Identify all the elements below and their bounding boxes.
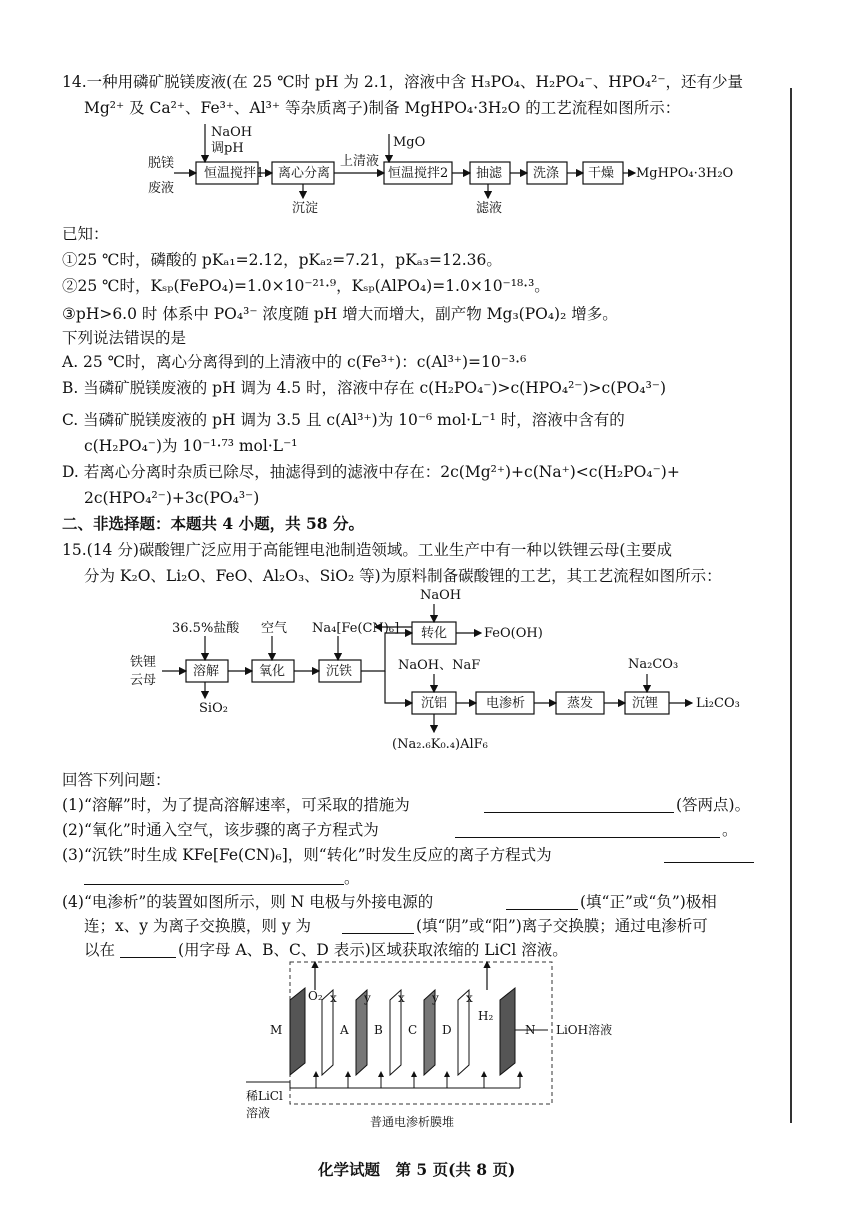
q14-filtrate: 滤液 — [476, 201, 503, 216]
q15-box3-label: 沉铁 — [326, 664, 353, 679]
q15-li2co3: Li₂CO₃ — [696, 696, 740, 711]
label-lioh: LiOH溶液 — [556, 1023, 613, 1037]
label-y2: y — [432, 991, 439, 1005]
q15-box5-label: 沉铝 — [421, 696, 448, 711]
label-region-d: D — [442, 1023, 452, 1037]
q15-sub2: (2)“氧化”时通入空气，该步骤的离子方程式为 — [62, 821, 379, 839]
q15-sub4-line2: 连；x、y 为离子交换膜，则 y 为 — [84, 917, 312, 935]
label-licl-1: 稀LiCl — [246, 1089, 283, 1103]
q14-line1: 14.一种用磷矿脱镁废液(在 25 ℃时 pH 为 2.1，溶液中含 H₃PO₄、H₂PO₄⁻、HPO₄²⁻，还有少量 — [62, 73, 744, 91]
q14-option-d-line1: D. 若离心分离时杂质已除尽，抽滤得到的滤液中存在：2c(Mg²⁺)+c(Na⁺)<c(H₂PO₄⁻)+ — [62, 463, 680, 481]
label-h2: H₂ — [478, 1009, 494, 1023]
q15-sub1-end: (答两点)。 — [676, 796, 751, 814]
q14-reagent1b: 调pH — [211, 141, 244, 156]
label-y1: y — [364, 991, 371, 1005]
q15-start-bottom: 云母 — [130, 673, 157, 688]
q14-box4-label: 抽滤 — [476, 166, 503, 181]
q14-known-title: 已知： — [62, 225, 109, 243]
label-region-b: B — [374, 1023, 383, 1037]
q14-start-bottom: 废液 — [148, 181, 175, 196]
q14-reagent1: NaOH — [211, 125, 253, 140]
q15-box1-label: 溶解 — [193, 664, 220, 679]
q14-option-c-line2: c(H₂PO₄⁻)为 10⁻¹·⁷³ mol·L⁻¹ — [84, 437, 298, 455]
q14-option-d-line2: 2c(HPO₄²⁻)+3c(PO₄³⁻) — [84, 489, 260, 507]
electrode-m — [290, 988, 305, 1075]
q15-reagent-air: 空气 — [261, 621, 288, 636]
q15-answer-intro: 回答下列问题： — [62, 771, 171, 789]
q15-reagent-hcl: 36.5%盐酸 — [172, 621, 240, 636]
q14-box5-label: 洗涤 — [533, 166, 560, 181]
q14-box1-label: 恒温搅拌1 — [204, 166, 265, 181]
q15-sub4-line3b: (用字母 A、B、C、D 表示)区域获取浓缩的 LiCl 溶液。 — [178, 941, 568, 959]
label-region-a: A — [340, 1023, 349, 1037]
q15-naoh-naf: NaOH、NaF — [398, 658, 481, 673]
q14-start-top: 脱镁 — [148, 156, 175, 171]
q14-box6-label: 干燥 — [588, 166, 615, 181]
q15-sub4-line3: 以在 — [84, 941, 116, 959]
q15-feooh: FeO(OH) — [484, 626, 543, 641]
section-heading: 二、非选择题：本题共 4 小题，共 58 分。 — [62, 514, 364, 533]
label-x2: x — [398, 991, 405, 1005]
q14-option-a: A. 25 ℃时，离心分离得到的上清液中的 c(Fe³⁺)：c(Al³⁺)=10⁻³·⁶ — [62, 353, 527, 371]
q15-naoh: NaOH — [420, 588, 462, 603]
q15-box4-label: 转化 — [421, 626, 448, 641]
q15-sio2: SiO₂ — [199, 701, 228, 716]
q15-sub4-line1: (4)“电渗析”的装置如图所示，则 N 电极与外接电源的 — [62, 893, 434, 911]
q15-box7-label: 蒸发 — [567, 696, 594, 711]
q14-known1: ①25 ℃时，磷酸的 pKₐ₁=2.12，pKₐ₂=7.21，pKₐ₃=12.36。 — [62, 251, 502, 269]
q15-sub4-line2b: (填“阴”或“阳”)离子交换膜；通过电渗析可 — [416, 917, 708, 935]
label-n: N — [525, 1023, 536, 1037]
q15-alf6: (Na₂.₆K₀.₄)AlF₆ — [392, 737, 488, 752]
q15-sub3: (3)“沉铁”时生成 KFe[Fe(CN)₆]，则“转化”时发生反应的离子方程式为 — [62, 846, 552, 864]
label-stack: 普通电渗析膜堆 — [370, 1115, 455, 1129]
q15-line1: 15.(14 分)碳酸锂广泛应用于高能锂电池制造领域。工业生产中有一种以铁锂云母(主要成 — [62, 541, 672, 559]
q15-sub4-line1b: (填“正”或“负”)极相 — [580, 893, 717, 911]
q15-na2co3: Na₂CO₃ — [628, 657, 679, 672]
q14-known2: ②25 ℃时，Kₛₚ(FePO₄)=1.0×10⁻²¹·⁹，Kₛₚ(AlPO₄)=1.0×10⁻¹⁸·³。 — [62, 277, 550, 295]
q15-box2-label: 氧化 — [259, 664, 286, 679]
q15-box8-label: 沉锂 — [632, 696, 659, 711]
q14-precipitate: 沉淀 — [292, 201, 319, 216]
q14-option-c-line1: C. 当磷矿脱镁废液的 pH 调为 3.5 且 c(Al³⁺)为 10⁻⁶ mol·L⁻¹ 时，溶液中含有的 — [62, 411, 625, 429]
q14-option-b: B. 当磷矿脱镁废液的 pH 调为 4.5 时，溶液中存在 c(H₂PO₄⁻)>c(HPO₄²⁻)>c(PO₄³⁻) — [62, 379, 667, 397]
q15-start-top: 铁锂 — [130, 655, 157, 670]
q14-box3-label: 恒温搅拌2 — [388, 166, 449, 181]
q14-line2: Mg²⁺ 及 Ca²⁺、Fe³⁺、Al³⁺ 等杂质离子)制备 MgHPO₄·3H₂O 的工艺流程如图所示： — [84, 99, 681, 117]
q15-sub1: (1)“溶解”时，为了提高溶解速率，可采取的措施为 — [62, 796, 410, 814]
label-x1: x — [330, 991, 337, 1005]
q14-box2-label: 离心分离 — [278, 166, 331, 181]
q14-product: MgHPO₄·3H₂O — [636, 166, 734, 181]
q15-line2: 分为 K₂O、Li₂O、FeO、Al₂O₃、SiO₂ 等)为原料制备碳酸锂的工艺，其工艺流程如图所示： — [84, 567, 722, 585]
label-o2: O₂ — [308, 989, 323, 1003]
label-x3: x — [466, 991, 473, 1005]
label-region-c: C — [408, 1023, 418, 1037]
q15-reagent-na4: Na₄[Fe(CN)₆] — [312, 621, 400, 636]
q14-supernatant: 上清液 — [340, 154, 380, 169]
label-licl-2: 溶液 — [246, 1106, 271, 1120]
label-m: M — [270, 1023, 283, 1037]
page-footer: 化学试题 第 5 页(共 8 页) — [318, 1160, 516, 1179]
q15-box6-label: 电渗析 — [486, 696, 526, 711]
q14-known3: ③pH>6.0 时 体系中 PO₄³⁻ 浓度随 pH 增大而增大，副产物 Mg₃(PO₄)₂ 增多。 — [62, 305, 618, 323]
q14-question: 下列说法错误的是 — [62, 329, 187, 347]
q14-reagent2: MgO — [393, 135, 426, 150]
electrode-n — [500, 988, 515, 1075]
